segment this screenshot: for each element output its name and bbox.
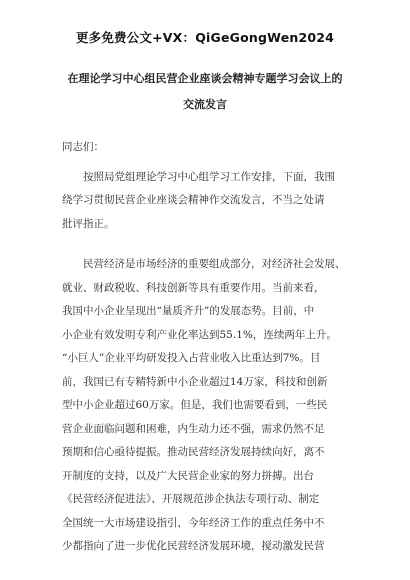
paragraph-line: 少都指向了进一步优化民营经济发展环境，搅动激发民营 (62, 540, 325, 552)
paragraph-line: 全国统一大市场建设指引，今年经济工作的重点任务中不 (62, 516, 325, 529)
paragraph-line: 我国中小企业呈现出“量质齐升”的发展态势。目前，中 (62, 305, 315, 317)
title-line-1: 在理论学习中心组民营企业座谈会精神专题学习会议上的 (67, 72, 343, 85)
paragraph-line: 开制度的支持，以及广大民营企业家的努力拼搏。出台 (62, 469, 314, 482)
paragraph-line: 民营经济是市场经济的重要组成部分，对经济社会发展、 (83, 258, 346, 270)
paragraph-line: 批评指正。 (62, 217, 115, 230)
paragraph-line: 绕学习贯彻民营企业座谈会精神作交流发言，不当之处请 (62, 194, 325, 206)
paragraph-line: 小企业有效发明专利产业化率达到55.1%，连续两年上升。 (62, 328, 337, 341)
paragraph-line: 就业、财政税收、科技创新等具有重要作用。当前来看， (62, 281, 325, 294)
paragraph-1 (62, 166, 356, 237)
paragraph-2 (62, 253, 356, 559)
paragraph-line: 预期和信心亟待提振。推动民营经济发展持续向好，离不 (62, 446, 325, 458)
paragraph-line: 型中小企业超过60万家。但是，我们也需要看到，一些民 (62, 399, 328, 411)
document-title (50, 66, 360, 118)
paragraph-line: 营企业面临问题和困难，内生动力还不强，需求仍然不足 (62, 422, 325, 435)
promo-header: 更多免费公文+VX：QiGeGongWen2024 (75, 30, 335, 45)
title-line-2: 交流发言 (183, 98, 227, 111)
paragraph-line: 《民营经济促进法》、开展规范涉企执法专项行动、制定 (62, 493, 320, 505)
paragraph-line: 按照局党组理论学习中心组学习工作安排，下面，我围 (83, 170, 335, 183)
paragraph-line: “小巨人”企业平均研发投入占营业收入比重达到7%。目 (62, 352, 321, 364)
document-body (62, 136, 356, 576)
paragraph-line: 前，我国已有专精特新中小企业超过14万家，科技和创新 (62, 375, 328, 388)
salutation: 同志们： (62, 141, 104, 153)
